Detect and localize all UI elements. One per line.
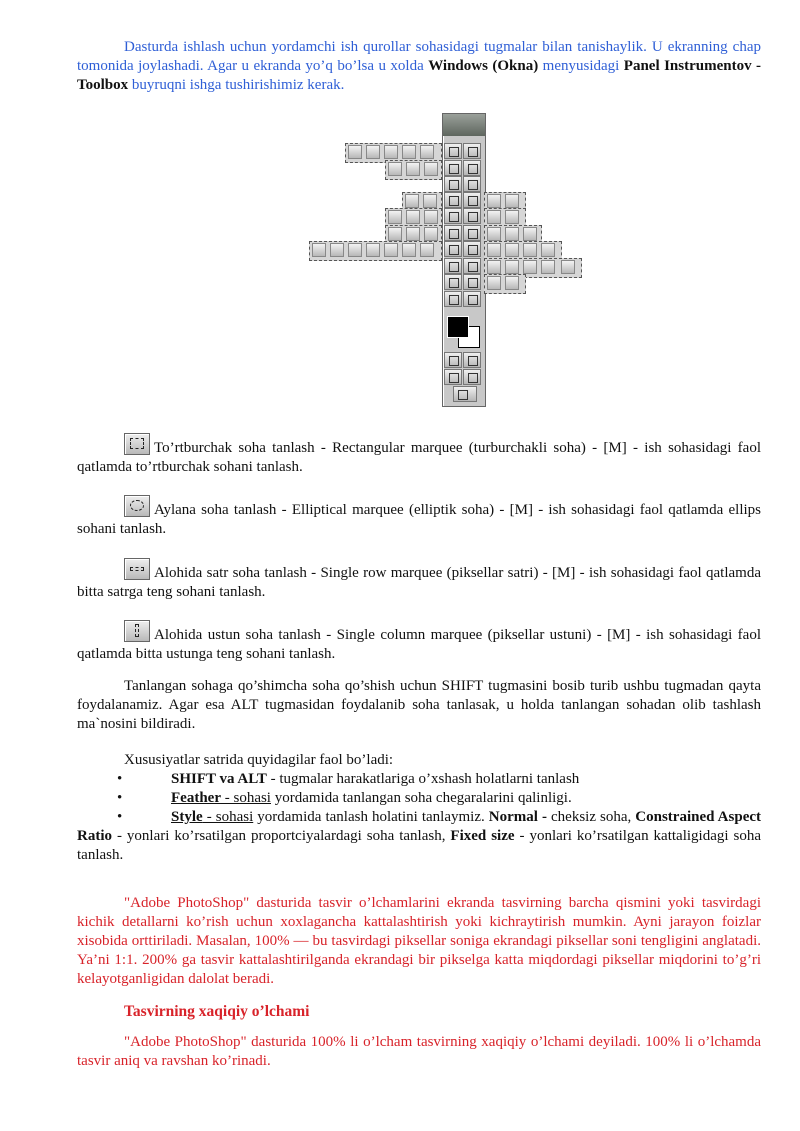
rectangular-marquee-icon bbox=[444, 143, 462, 159]
bullet-marker: • bbox=[117, 771, 123, 787]
art-history-icon bbox=[505, 194, 519, 208]
bullet-marker: • bbox=[117, 790, 123, 806]
gradient-icon bbox=[463, 208, 481, 224]
intro-text-2: menyusidagi bbox=[538, 58, 624, 74]
tool-desc-row bbox=[77, 558, 761, 602]
crop-icon bbox=[420, 145, 434, 159]
dodge-icon bbox=[463, 225, 481, 241]
section-heading: Tasvirning xaqiqiy o’lchami bbox=[124, 1003, 310, 1020]
bullet-style-bold: Style bbox=[171, 809, 203, 825]
elliptical-marquee-icon bbox=[124, 495, 150, 517]
dodge-icon bbox=[487, 227, 501, 241]
toolbox-title-bar bbox=[443, 114, 485, 136]
tool-desc-column bbox=[77, 620, 761, 664]
intro-text-3: buyruqni ishga tushirishimiz kerak. bbox=[128, 77, 345, 93]
polygon-lasso-icon bbox=[406, 162, 420, 176]
bullet-style-text-c: - yonlari ko’rsatilgan proportciyalardagi soha tanlash, bbox=[112, 828, 451, 844]
sharpen-icon bbox=[406, 227, 420, 241]
real-size-paragraph: "Adobe PhotoShop" dasturida 100% li o’lcham tasvirning xaqiqiy o’lchami deyiladi. 100% li o’lchamda tasvir aniq va ravshan ko’rinadi. bbox=[77, 1034, 761, 1069]
shape-icon bbox=[463, 258, 481, 274]
direct-select-icon bbox=[420, 243, 434, 257]
intro-windows-menu: Windows (Okna) bbox=[428, 58, 539, 74]
intro-paragraph bbox=[77, 38, 761, 95]
pen-flyout bbox=[309, 241, 442, 261]
shift-alt-paragraph: Tanlangan sohaga qo’shimcha soha qo’shish uchun SHIFT tugmasini bosib turib ushbu tugmadan qayta foydalanamiz. Agar esa ALT tugmasidan foydalanib soha tanlasak, u holda tanlangan sohadan olib tashlash ma`nosini bildiradi. bbox=[77, 678, 761, 732]
blur-icon bbox=[388, 227, 402, 241]
ellipse-marquee-icon bbox=[366, 145, 380, 159]
pen-icon bbox=[444, 258, 462, 274]
convert-point-icon bbox=[384, 243, 398, 257]
tool-desc-ellipse-text: Aylana soha tanlash - Elliptical marquee (elliptik soha) - [M] - ish sohasidagi faol qatlamda ellips sohani tanlash. bbox=[77, 502, 761, 537]
bullet-style-text-b: cheksiz soha, bbox=[546, 809, 636, 825]
bullet-feather-bold: Feather bbox=[171, 790, 221, 806]
bullet-style-text-a: yordamida tanlash holatini tanlaymiz. bbox=[253, 809, 489, 825]
notes-icon bbox=[444, 274, 462, 290]
rounded-rect-icon bbox=[505, 260, 519, 274]
quick-mask-icon bbox=[463, 352, 481, 368]
column-marquee-icon bbox=[402, 145, 416, 159]
eraser-icon bbox=[444, 208, 462, 224]
bullet-feather-mid: - sohasi bbox=[220, 790, 271, 806]
bullet-marker: • bbox=[117, 809, 123, 825]
brush-icon bbox=[444, 176, 462, 192]
magnetic-lasso-icon bbox=[424, 162, 438, 176]
bullet-feather-text: yordamida tanlangan soha chegaralarini qalinligi. bbox=[270, 790, 572, 806]
zoom-icon bbox=[463, 291, 481, 307]
blur-icon bbox=[444, 225, 462, 241]
eyedropper-flyout bbox=[484, 274, 526, 294]
freeform-pen-icon bbox=[330, 243, 344, 257]
color-sampler-icon bbox=[487, 276, 501, 290]
measure-icon bbox=[505, 276, 519, 290]
pattern-stamp-icon bbox=[423, 194, 437, 208]
pencil-icon bbox=[463, 176, 481, 192]
hand-icon bbox=[444, 291, 462, 307]
burn-icon bbox=[505, 227, 519, 241]
sponge-icon bbox=[523, 227, 537, 241]
bullet-style-fixed: Fixed size bbox=[450, 828, 515, 844]
rectangle-shape-icon bbox=[487, 260, 501, 274]
vertical-type-icon bbox=[505, 243, 519, 257]
lasso-flyout bbox=[385, 160, 442, 180]
tool-desc-ellipse bbox=[77, 495, 761, 539]
delete-anchor-icon bbox=[366, 243, 380, 257]
paint-bucket-icon bbox=[505, 210, 519, 224]
ellipse-shape-icon bbox=[523, 260, 537, 274]
eyedropper-icon bbox=[463, 274, 481, 290]
gradient-icon bbox=[487, 210, 501, 224]
add-anchor-icon bbox=[348, 243, 362, 257]
smudge-icon bbox=[424, 227, 438, 241]
lasso-icon bbox=[444, 160, 462, 176]
tool-desc-rect bbox=[77, 433, 761, 477]
history-brush-icon bbox=[463, 192, 481, 208]
stamp-icon bbox=[444, 192, 462, 208]
properties-intro: Xususiyatlar satrida quyidagilar faol bo’ladi: bbox=[124, 752, 394, 768]
line-shape-icon bbox=[541, 260, 555, 274]
row-marquee-icon bbox=[384, 145, 398, 159]
rect-marquee-icon bbox=[348, 145, 362, 159]
vertical-type-mask-icon bbox=[541, 243, 555, 257]
bullet-style bbox=[77, 808, 761, 865]
tool-desc-column-text: Alohida ustun soha tanlash - Single column marquee (piksellar ustuni) - [M] - ish sohasidagi faol qatlamda bitta ustunga teng sohani tanlash. bbox=[77, 627, 761, 662]
screen-mode-icon bbox=[444, 369, 462, 385]
intro-toolbox-name: Panel Instrumentov - Toolbox bbox=[77, 58, 762, 93]
lasso-icon bbox=[388, 162, 402, 176]
pen-icon bbox=[312, 243, 326, 257]
single-row-marquee-icon bbox=[124, 558, 150, 580]
rectangular-marquee-icon bbox=[124, 433, 150, 455]
zoom-paragraph: "Adobe PhotoShop" dasturida tasvir o’lchamlarini ekranda tasvirning barcha qismini yoki tasvirdagi kichik detallarni ko’rish uchun xoxlagancha kattalashtirish yoki kichraytirish mumkin. Ayni jarayon foizlar xisobida orttiriladi. Masalan, 100% — bu tasvirdagi piksellar soniga ekrandagi piksellar soni tengligini anglatadi. Ya’ni 1:1. 200% ga tasvir kattalashtirilganda ekrandagi bir pikselga katta miqdordagi piksellar miqdorini to’g’ri kelayotganligidan dalolat beradi. bbox=[77, 895, 761, 987]
path-select-icon bbox=[444, 241, 462, 257]
intro-text-1: Dasturda ishlash uchun yordamchi ish qurollar sohasidagi tugmalar bilan tanishaylik. U ekranning chap tomonida joylashadi. Agar u ekranda yo’q bo’lsa u xolda bbox=[77, 39, 761, 74]
tool-desc-rect-text: To’rtburchak soha tanlash - Rectangular marquee (turburchakli soha) - [M] - ish sohasidagi faol qatlamda to’rtburchak sohani tanlash. bbox=[77, 440, 761, 475]
bullet-shift-alt bbox=[171, 770, 761, 789]
type-mask-icon bbox=[523, 243, 537, 257]
jump-to-imageready-icon bbox=[453, 386, 477, 402]
bullet-style-text-d: - yonlari ko’rsatilgan kattaligidagi soha tanlash. bbox=[77, 828, 761, 863]
type-icon bbox=[463, 241, 481, 257]
custom-shape-icon bbox=[561, 260, 575, 274]
magic-eraser-icon bbox=[424, 210, 438, 224]
bullet-style-mid: - sohasi bbox=[202, 809, 254, 825]
standard-mode-icon bbox=[444, 352, 462, 368]
magic-wand-icon bbox=[463, 160, 481, 176]
bullet-style-normal: Normal - bbox=[488, 809, 547, 825]
bullet-shift-alt-bold: SHIFT va ALT bbox=[171, 771, 267, 787]
foreground-color-swatch bbox=[447, 316, 469, 338]
type-icon bbox=[487, 243, 501, 257]
history-brush-icon bbox=[487, 194, 501, 208]
bullet-shift-alt-text: - tugmalar harakatlariga o’xshash holatlarni tanlash bbox=[266, 771, 580, 787]
bullet-style-constrained: Constrained Aspect Ratio bbox=[77, 809, 762, 844]
stamp-icon bbox=[405, 194, 419, 208]
path-select-icon bbox=[402, 243, 416, 257]
move-icon bbox=[463, 143, 481, 159]
full-screen-icon bbox=[463, 369, 481, 385]
eraser-icon bbox=[388, 210, 402, 224]
bg-eraser-icon bbox=[406, 210, 420, 224]
tool-desc-row-text: Alohida satr soha tanlash - Single row marquee (piksellar satri) - [M] - ish sohasidagi faol qatlamda bitta satrga teng sohani tanlash. bbox=[77, 565, 761, 600]
single-column-marquee-icon bbox=[124, 620, 150, 642]
bullet-feather bbox=[171, 789, 761, 808]
